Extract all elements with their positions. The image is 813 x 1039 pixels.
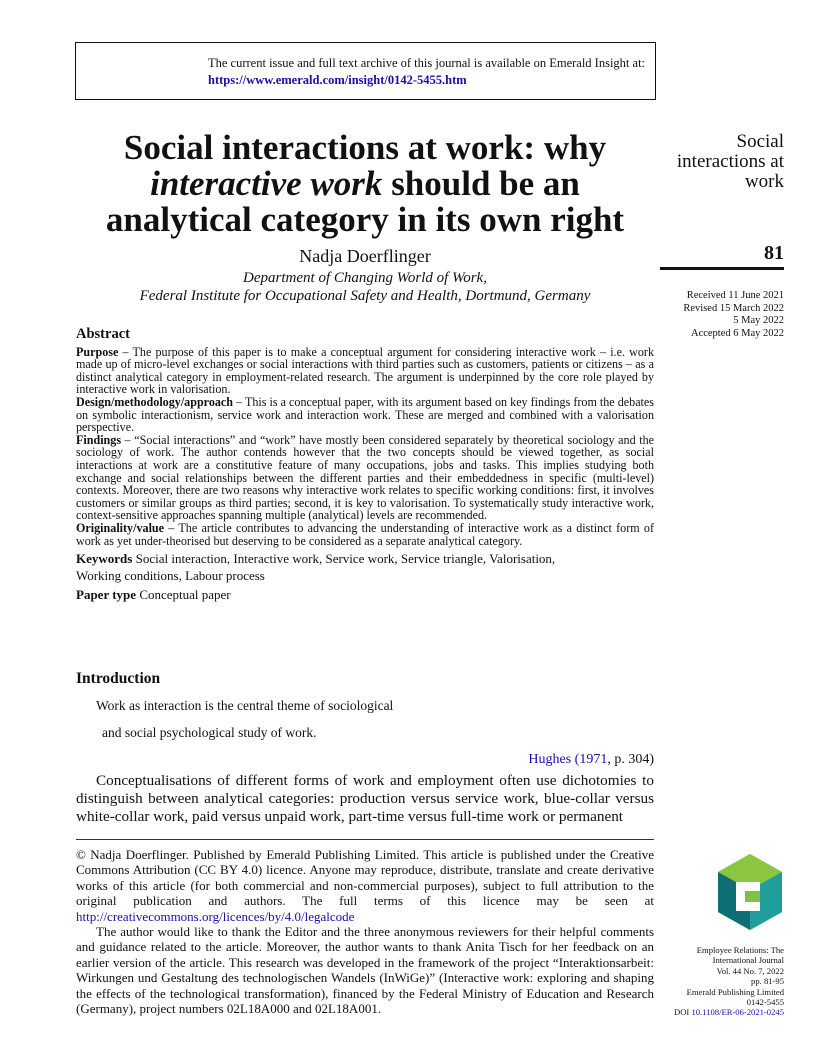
epigraph-citation bbox=[454, 752, 654, 768]
journal-url-link[interactable]: https://www.emerald.com/insight/0142-5455.htm bbox=[208, 73, 467, 87]
title-line-3: analytical category in its own right bbox=[105, 200, 625, 239]
journal-info-line: Vol. 44 No. 7, 2022 bbox=[716, 965, 784, 976]
title-italic: interactive work bbox=[150, 164, 383, 203]
journal-info-line: pp. 81-95 bbox=[751, 976, 784, 987]
journal-info-line: Emerald Publishing Limited bbox=[686, 986, 784, 997]
keywords-line-2: Working conditions, Labour process bbox=[76, 568, 265, 584]
license-note bbox=[76, 847, 654, 924]
originality-label: Originality/value bbox=[76, 520, 165, 535]
findings-label: Findings bbox=[76, 432, 122, 447]
abstract-findings bbox=[76, 434, 654, 522]
acknowledgement-note: The author would like to thank the Editor and the three anonymous reviewers for their helpful comments and guidance related to the article. Moreover, the author wants to thank Anita Tisch for her feedback on an earlier version of the article. This research was developed in the framework of the project “Interaktionsarbeit: Wirkungen und Gestaltung des technologischen Wandels (InWiGe)” (Interactive work: exploring and shaping the effects of the technological transformation), financed by the Federal Ministry of Education and Research (Germany), project numbers 02L18A000 and 02L18A001. bbox=[76, 924, 654, 1017]
abstract-purpose bbox=[76, 346, 654, 396]
author-name: Nadja Doerflinger bbox=[299, 246, 431, 266]
journal-info bbox=[660, 945, 784, 1018]
introduction-heading: Introduction bbox=[76, 670, 161, 687]
journal-info-line: International Journal bbox=[712, 955, 784, 966]
article-title bbox=[60, 130, 670, 238]
running-head-line: work bbox=[744, 171, 784, 192]
purpose-text: – The purpose of this paper is to make a conceptual argument for considering interactive work – i.e. work made up of micro-level exchanges or social interactions with third parties such as customers, patients or citizens – as a distinct analytical category in employment-related research. The argument is underpinned by the core role played by interactive work in valorisation. bbox=[76, 344, 654, 397]
keywords-line-1: Social interaction, Interactive work, Service work, Service triangle, Valorisation, bbox=[132, 551, 556, 567]
purpose-label: Purpose bbox=[76, 344, 119, 359]
introduction-body bbox=[76, 772, 654, 827]
journal-info-line: Employee Relations: The bbox=[696, 945, 784, 955]
affiliation-line-2: Federal Institute for Occupational Safety and Health, Dortmund, Germany bbox=[139, 288, 591, 304]
date-revised: Revised 15 March 2022 bbox=[683, 302, 784, 314]
footnote-section bbox=[76, 847, 654, 1016]
title-line-1: Social interactions at work: why bbox=[123, 128, 607, 167]
abstract-originality bbox=[76, 522, 654, 547]
date-received: Received 11 June 2021 bbox=[686, 290, 784, 301]
journal-info-line: 0142-5455 bbox=[746, 997, 784, 1008]
abstract-design bbox=[76, 396, 654, 434]
date-revised-2: 5 May 2022 bbox=[733, 315, 784, 326]
running-head-line: Social bbox=[736, 131, 784, 152]
article-dates bbox=[660, 290, 784, 340]
citation-link[interactable]: Hughes (1971 bbox=[528, 752, 608, 767]
banner-text: The current issue and full text archive of this journal is available on Emerald Insight at: bbox=[208, 56, 646, 70]
design-text: – This is a conceptual paper, with its argument based on key findings from the debates on symbolic interactionism, service work and interaction work. These are merged and combined with a valorisation perspective. bbox=[76, 394, 654, 435]
license-link[interactable]: http://creativecommons.org/licences/by/4.0/legalcode bbox=[76, 908, 355, 924]
date-accepted: Accepted 6 May 2022 bbox=[690, 327, 784, 339]
keywords-label: Keywords bbox=[76, 551, 133, 567]
doi-link[interactable]: 10.1108/ER-06-2021-0245 bbox=[691, 1007, 784, 1018]
license-text: © Nadja Doerflinger. Published by Emerald Publishing Limited. This article is published under the Creative Commons Attribution (CC BY 4.0) licence. Anyone may reproduce, distribute, translate and create derivative works of this article (for both commercial and non-commercial purposes), subject to full attribution to the original publication and authors. The full terms of this licence may be seen at bbox=[76, 847, 654, 909]
abstract-section bbox=[76, 328, 654, 603]
page-number: 81 bbox=[764, 242, 784, 264]
title-line-2: should be an bbox=[391, 164, 580, 203]
epigraph-line-1: Work as interaction is the central theme of sociological bbox=[96, 698, 394, 713]
paper-type-value: Conceptual paper bbox=[136, 587, 231, 603]
citation-pages: , p. 304) bbox=[607, 752, 654, 767]
originality-text: – The article contributes to advancing the understanding of interactive work as a distinct form of work as yet under-theorised but deserving to be considered as a separate analytical category. bbox=[76, 520, 654, 548]
running-head bbox=[660, 132, 784, 192]
running-head-line: interactions at bbox=[676, 151, 784, 172]
paper-type-label: Paper type bbox=[76, 587, 137, 603]
affiliation-line-1: Department of Changing World of Work, bbox=[243, 270, 487, 286]
doi-label: DOI bbox=[674, 1007, 692, 1018]
journal-banner bbox=[75, 42, 656, 100]
paper-type bbox=[76, 586, 654, 603]
abstract-heading: Abstract bbox=[76, 326, 130, 342]
author-affiliation bbox=[60, 269, 670, 305]
keywords bbox=[76, 550, 654, 584]
epigraph-line-2: and social psychological study of work. bbox=[102, 725, 317, 740]
findings-text: – “Social interactions” and “work” have mostly been considered separately by theoretical sociology and the sociology of work. The author contends however that the two concepts should be viewed together, as social interactions at work are a constitutive feature of many occupations, jobs and tasks. This implies studying both exchange and social relationships between the different parties and their embeddedness in specific (multi-level) contexts. Moreover, there are two reasons why interactive work relates to specific working conditions: first, it involves customers or similar groups as third parties; second, it is key to valorisation. To systematically study interactive work, context-sensitive approaches spanning multiple (analytical) levels are recommended. bbox=[76, 432, 654, 523]
footnote-divider bbox=[76, 839, 654, 840]
emerald-logo-icon bbox=[716, 852, 784, 932]
design-label: Design/methodology/approach bbox=[76, 394, 234, 409]
margin-rule bbox=[660, 267, 784, 270]
introduction-paragraph: Conceptualisations of different forms of work and employment often use dichotomies to distinguish between analytical categories: production versus service work, blue-collar versus white-collar work, paid versus unpaid work, part-time versus full-time work or permanent bbox=[76, 772, 654, 826]
